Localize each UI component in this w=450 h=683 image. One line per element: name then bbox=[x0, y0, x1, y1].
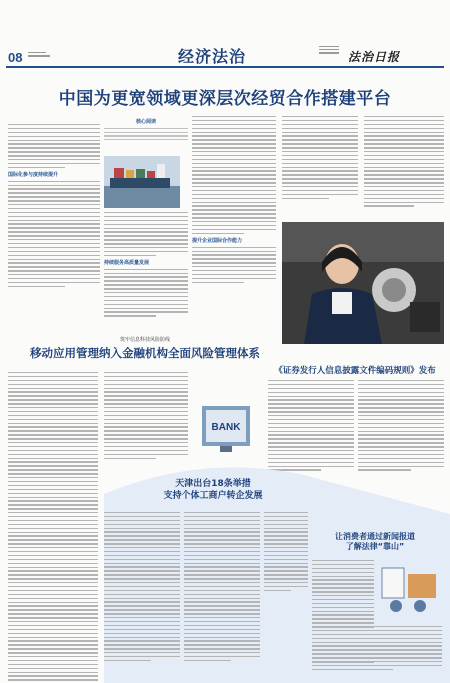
fifth-column-2 bbox=[312, 626, 442, 673]
third-story-headline-line2: 支持个体工商户转企发展 bbox=[163, 491, 263, 501]
lead-column-4 bbox=[282, 116, 358, 202]
fifth-story-headline bbox=[312, 532, 438, 552]
core-reading-title: 核心阅读 bbox=[135, 119, 156, 125]
lead-subhead-1: 国际化参与度持续提升 bbox=[8, 171, 59, 178]
third-story-headline bbox=[118, 478, 308, 502]
page-meta-lines bbox=[28, 52, 50, 57]
masthead bbox=[0, 0, 450, 72]
text-lines bbox=[8, 124, 100, 168]
lead-byline bbox=[8, 116, 100, 121]
page-number: 08 bbox=[8, 50, 23, 65]
consumer-illustration bbox=[376, 560, 442, 618]
text-lines bbox=[104, 269, 188, 317]
second-story-headline: 移动应用管理纳入金融机构全面风险管理体系 bbox=[30, 346, 260, 360]
second-column-2 bbox=[104, 372, 188, 461]
text-lines bbox=[364, 116, 444, 207]
svg-text:BANK: BANK bbox=[211, 422, 241, 433]
lead-headline: 中国为更宽领域更深层次经贸合作搭建平台 bbox=[58, 89, 392, 109]
second-story-kicker: 筑牢信息科技风险防线 bbox=[119, 337, 170, 343]
third-column-1 bbox=[104, 512, 180, 664]
second-story-head bbox=[20, 336, 270, 361]
lead-subhead-3: 提升企业国际合作能力 bbox=[192, 237, 243, 244]
text-lines bbox=[184, 512, 260, 661]
fifth-story-headline-line1: 让消费者通过新闻报道 bbox=[335, 532, 415, 541]
text-lines bbox=[312, 626, 442, 670]
text-lines bbox=[282, 116, 358, 199]
cargo-ship-photo bbox=[104, 156, 180, 208]
lead-column-2 bbox=[104, 212, 188, 319]
editor-meta-lines bbox=[319, 46, 339, 54]
third-column-3 bbox=[264, 512, 308, 594]
text-lines bbox=[264, 512, 308, 591]
paper-logo bbox=[348, 46, 440, 64]
text-lines bbox=[192, 247, 276, 283]
text-lines bbox=[192, 116, 276, 234]
lead-column-3 bbox=[192, 116, 276, 286]
core-reading-box bbox=[104, 118, 188, 152]
bank-illustration bbox=[192, 394, 262, 458]
paper-name: 法治日报 bbox=[348, 50, 401, 64]
lead-column-5 bbox=[364, 116, 444, 209]
third-story-headline-line1: 天津出台18条举措 bbox=[175, 479, 251, 489]
text-lines bbox=[104, 372, 188, 459]
fourth-story-headline: 《证券发行人信息披露文件编码规则》发布 bbox=[274, 366, 436, 376]
lead-subhead-2: 持续服务高质量发展 bbox=[104, 259, 150, 266]
third-column-2 bbox=[184, 512, 260, 664]
fifth-story-headline-line2: 了解法律“靠山” bbox=[345, 542, 405, 551]
text-lines bbox=[104, 512, 180, 661]
text-lines bbox=[104, 212, 188, 256]
exhibitor-photo bbox=[282, 222, 444, 344]
lead-column-1 bbox=[8, 116, 100, 290]
section-title: 经济法治 bbox=[178, 47, 247, 66]
masthead-rule bbox=[6, 66, 444, 68]
text-lines bbox=[8, 181, 100, 287]
